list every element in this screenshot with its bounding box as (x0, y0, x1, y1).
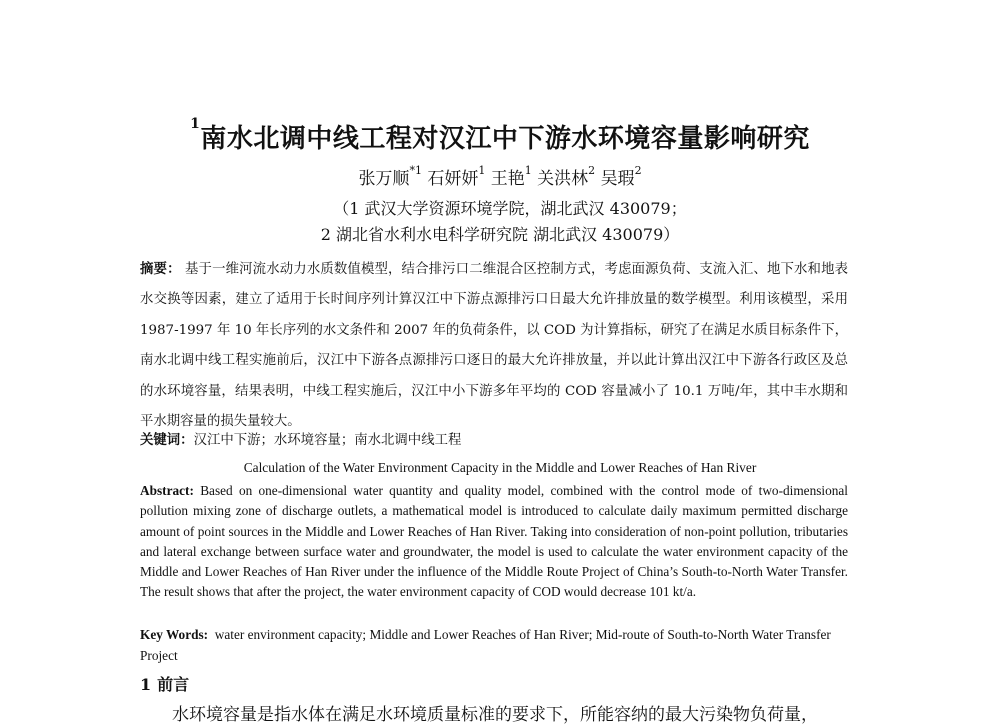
author-name: 吴瑕 (600, 169, 635, 189)
chinese-keywords-label: 关键词： (140, 432, 194, 448)
chinese-keywords-text: 汉江中下游；水环境容量；南水北调中线工程 (193, 433, 462, 448)
english-keywords-text: water environment capacity; Middle and Lower Reaches of Han River; Mid-route of South-to-North Water Transfer Project (140, 627, 831, 663)
paper-title-text: 南水北调中线工程对汉江中下游水环境容量影响研究 (200, 124, 810, 154)
author-name: 关洪林 (537, 169, 589, 189)
english-abstract (140, 481, 848, 603)
chinese-keywords (140, 430, 848, 451)
chinese-abstract-text: 基于一维河流水动力水质数值模型，结合排污口二维混合区控制方式，考虑面源负荷、支流入汇、地下水和地表水交换等因素，建立了适用于长时间序列计算汉江中下游点源排污口日最大允许排放量的数学模型。利用该模型，采用 1987-1997 年 10 年长序列的水文条件和 2007 年的负荷条件，以 COD 为计算指标，研究了在满足水质目标条件下，南水北调中线工程实施前后，汉江中下游各点源排污口逐日的最大允许排放量，并以此计算出汉江中下游各行政区及总的水环境容量，结果表明，中线工程实施后，汉江中小下游多年平均的 COD 容量减小了 10.1 万吨/年，其中丰水期和平水期容量的损失量较大。 (140, 262, 849, 430)
chinese-abstract-label: 摘要： (140, 261, 181, 277)
section-number: 1 (140, 675, 152, 694)
author-list (0, 164, 1000, 189)
author-name: 石妍妍 (427, 169, 479, 189)
english-keywords (140, 625, 848, 666)
author-affiliation-marker: 2 (634, 164, 642, 177)
paper-title (0, 118, 1000, 155)
author-affiliation-marker: 1 (478, 164, 486, 177)
author-name: 王艳 (490, 169, 525, 189)
author-name: 张万顺 (358, 169, 410, 189)
english-abstract-label: Abstract: (140, 483, 194, 498)
english-keywords-label: Key Words: (140, 627, 209, 642)
author-affiliation-marker: *1 (409, 164, 422, 177)
affiliation-1: （1 武汉大学资源环境学院，湖北武汉 430079； (333, 199, 687, 218)
title-footnote-marker: 1 (190, 116, 201, 132)
author-affiliation-marker: 1 (524, 164, 532, 177)
affiliation-2: 2 湖北省水利水电科学研究院 湖北武汉 430079） (320, 225, 680, 244)
chinese-abstract (140, 254, 848, 437)
section-heading (140, 672, 195, 695)
section-title: 前言 (157, 675, 190, 694)
body-paragraph: 水环境容量是指水体在满足水环境质量标准的要求下，所能容纳的最大污染物负荷量， (172, 705, 818, 725)
english-title: Calculation of the Water Environment Capacity in the Middle and Lower Reaches of Han River (243, 460, 757, 475)
english-abstract-text: Based on one-dimensional water quantity and quality model, combined with the control mode of two-dimensional pollution mixing zone of discharge outlets, a mathematical model is introduced to calculate daily maximum permitted discharge amount of point sources in the Middle and Lower Reaches of Han River. Taking into consideration of non-point pollution, tributaries and lateral exchange between surface water and groundwater, the model is used to calculate the water environment capacity of the Middle and Lower Reaches of Han River under the influence of the Middle Route Project of China’s South-to-North Water Transfer. The result shows that after the project, the water environment capacity of COD would decrease 101 kt/a. (140, 483, 848, 600)
author-affiliation-marker: 2 (588, 164, 596, 177)
